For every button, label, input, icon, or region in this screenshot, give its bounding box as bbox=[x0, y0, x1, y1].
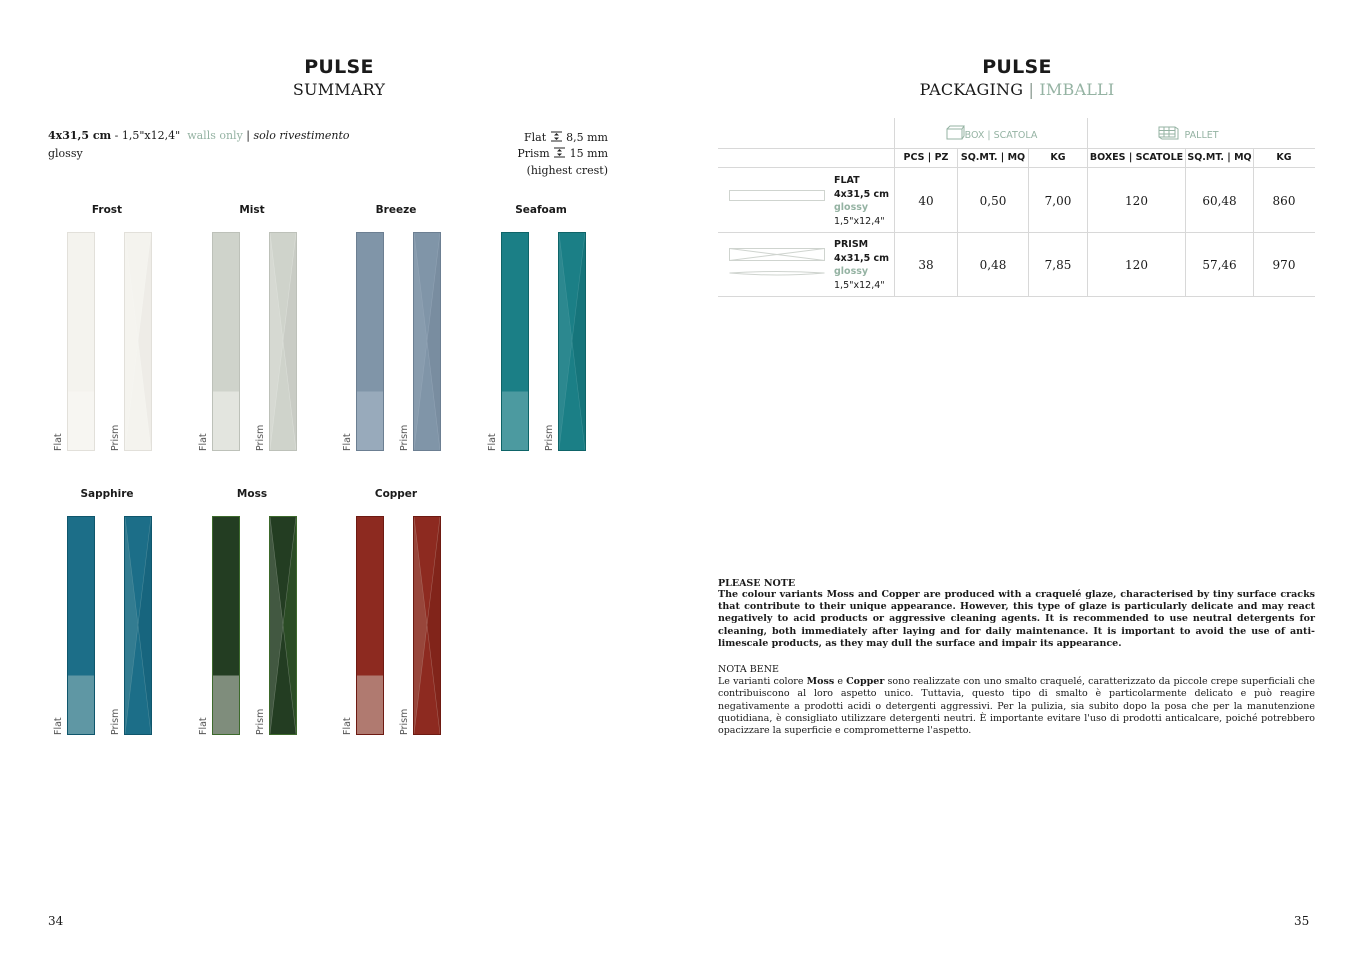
row-prism-desc bbox=[834, 238, 889, 292]
prism-tile-swatch bbox=[269, 516, 297, 735]
thickness-flat-value: 8,5 mm bbox=[566, 131, 608, 144]
subtitle-sep: | bbox=[1023, 80, 1040, 99]
table-cell: 860 bbox=[1272, 194, 1296, 208]
right-subtitle bbox=[867, 80, 1167, 99]
thickness-note: (highest crest) bbox=[526, 164, 608, 177]
prism-label: Prism bbox=[255, 708, 266, 735]
flat-tile-swatch bbox=[356, 516, 384, 735]
left-page-number: 34 bbox=[48, 914, 64, 928]
row-size: 4x31,5 cm bbox=[834, 188, 890, 200]
col-header: KG bbox=[1050, 152, 1066, 163]
flat-label: Flat bbox=[198, 433, 209, 451]
thickness-flat bbox=[480, 131, 608, 144]
table-cell: 0,50 bbox=[979, 194, 1007, 208]
color-name: Sapphire bbox=[80, 488, 134, 500]
spec-line bbox=[48, 129, 378, 142]
spec-sep: | bbox=[242, 129, 254, 142]
prism-tile-swatch bbox=[124, 232, 152, 451]
prism-label: Prism bbox=[544, 424, 555, 451]
col-header: PCS | PZ bbox=[903, 152, 949, 163]
note-moss: Moss bbox=[806, 676, 835, 688]
prism-label: Prism bbox=[399, 708, 410, 735]
spec-rivestimento: solo rivestimento bbox=[253, 129, 350, 142]
flat-label: Flat bbox=[198, 717, 209, 735]
prism-tile-swatch bbox=[413, 516, 441, 735]
col-header: SQ.MT. | MQ bbox=[960, 152, 1026, 163]
flat-tile-swatch bbox=[67, 516, 95, 735]
table-cell: 120 bbox=[1125, 258, 1148, 272]
table-cell: 7,85 bbox=[1044, 258, 1072, 272]
pallet-icon bbox=[1157, 126, 1179, 140]
table-rule bbox=[718, 296, 1315, 297]
flat-label: Flat bbox=[487, 433, 498, 451]
spec-size: 4x31,5 cm bbox=[48, 129, 112, 142]
box-icon bbox=[945, 125, 965, 140]
flat-label: Flat bbox=[53, 433, 64, 451]
color-name: Moss bbox=[236, 488, 268, 500]
table-divider bbox=[1253, 148, 1254, 296]
note-italian bbox=[718, 664, 1315, 737]
left-brand-title: PULSE bbox=[304, 56, 374, 78]
group-box-label: BOX | SCATOLA bbox=[964, 130, 1038, 141]
group-box bbox=[895, 123, 1087, 142]
table-cell: 970 bbox=[1272, 258, 1296, 272]
prism-label: Prism bbox=[110, 424, 121, 451]
note-text: sono realizzate con uno smalto craquelé, caratterizzato da piccole crepe superficiali che contribuiscono al loro aspetto unico. Tuttavia, questo tipo di smalto è particolarmente delicato e può reagire negativamente a prodotti acidi o detergenti aggressivi. Per la pulizia, sia subito dopo la posa che per la manutenzione quotidiana, è consigliato utilizzare detergenti neutri. È importante evitare l'uso di prodotti anticalcare, poiché potrebbero opacizzare la superficie e comprometterne l'aspetto. bbox=[718, 676, 1316, 737]
prism-label: Prism bbox=[399, 424, 410, 451]
right-page-number: 35 bbox=[1294, 914, 1310, 928]
row-size: 4x31,5 cm bbox=[834, 252, 890, 264]
note-moss: Moss bbox=[826, 589, 855, 600]
prism-tile-swatch bbox=[413, 232, 441, 451]
note-en-title: PLEASE NOTE bbox=[718, 578, 796, 589]
note-en-body bbox=[718, 589, 1315, 650]
thickness-flat-label: Flat bbox=[524, 131, 547, 144]
note-text: The colour variants bbox=[718, 589, 827, 600]
color-name: Seafoam bbox=[515, 204, 567, 216]
left-subtitle: SUMMARY bbox=[292, 80, 386, 99]
prism-tile-swatch bbox=[124, 516, 152, 735]
row-name: PRISM bbox=[834, 239, 869, 250]
col-header: BOXES | SCATOLE bbox=[1089, 152, 1184, 163]
table-cell: 57,46 bbox=[1202, 258, 1237, 272]
table-cell: 7,00 bbox=[1044, 194, 1072, 208]
flat-label: Flat bbox=[342, 717, 353, 735]
table-rule bbox=[718, 232, 1315, 233]
note-it-body bbox=[718, 676, 1315, 737]
table-cell: 38 bbox=[918, 258, 934, 272]
flat-label: Flat bbox=[53, 717, 64, 735]
row-finish: glossy bbox=[834, 266, 869, 277]
note-text: and bbox=[854, 589, 882, 600]
color-name: Frost bbox=[91, 204, 123, 216]
color-name: Breeze bbox=[375, 204, 417, 216]
right-brand-title: PULSE bbox=[982, 56, 1052, 78]
thickness-prism bbox=[480, 147, 608, 160]
table-rule bbox=[718, 148, 1315, 149]
flat-tile-swatch bbox=[212, 516, 240, 735]
row-flat-desc bbox=[834, 174, 889, 228]
prism-tile-swatch bbox=[269, 232, 297, 451]
prism-tile-icon bbox=[729, 248, 826, 280]
prism-label: Prism bbox=[110, 708, 121, 735]
subtitle-imballi: IMBALLI bbox=[1039, 80, 1115, 99]
note-text: e bbox=[834, 676, 847, 688]
group-pallet-label: PALLET bbox=[1184, 130, 1219, 141]
row-inch: 1,5"x12,4" bbox=[834, 215, 885, 227]
note-english bbox=[718, 578, 1315, 650]
table-divider bbox=[957, 148, 958, 296]
col-header: KG bbox=[1276, 152, 1292, 163]
row-inch: 1,5"x12,4" bbox=[834, 279, 885, 291]
table-rule bbox=[718, 167, 1315, 168]
flat-tile-icon bbox=[729, 190, 825, 201]
note-it-title: NOTA BENE bbox=[718, 664, 779, 675]
flat-tile-swatch bbox=[356, 232, 384, 451]
note-copper: Copper bbox=[881, 589, 920, 600]
note-text: Le varianti colore bbox=[718, 676, 807, 688]
prism-label: Prism bbox=[255, 424, 266, 451]
thickness-prism-value: 15 mm bbox=[569, 147, 608, 160]
table-cell: 0,48 bbox=[979, 258, 1007, 272]
table-cell: 40 bbox=[918, 194, 934, 208]
spec-inch: - 1,5"x12,4" bbox=[111, 129, 181, 142]
row-name: FLAT bbox=[834, 175, 860, 186]
flat-tile-swatch bbox=[501, 232, 529, 451]
subtitle-packaging: PACKAGING bbox=[919, 80, 1024, 99]
spec-finish: glossy bbox=[48, 147, 83, 160]
flat-tile-swatch bbox=[212, 232, 240, 451]
flat-tile-swatch bbox=[67, 232, 95, 451]
note-text: are produced with a craquelé glaze, characterised by tiny surface cracks that contribute to their unique appearance. However, this type of glaze is particularly delicate and may react negatively to acid products or aggressive cleaning agents. It is recommended to use neutral detergents for cleaning, both immediately after laying and for daily maintenance. It is important to avoid the use of anti-limescale products, as they may dull the surface and impair its appearance. bbox=[718, 589, 1315, 649]
row-finish: glossy bbox=[834, 202, 869, 213]
prism-tile-swatch bbox=[558, 232, 586, 451]
thickness-icon bbox=[553, 147, 566, 158]
thickness-prism-label: Prism bbox=[517, 147, 550, 160]
table-cell: 60,48 bbox=[1202, 194, 1237, 208]
spec-walls: walls only bbox=[187, 129, 243, 142]
note-copper: Copper bbox=[846, 676, 885, 688]
color-name: Mist bbox=[239, 204, 265, 216]
thickness-icon bbox=[550, 131, 563, 142]
color-name: Copper bbox=[374, 488, 418, 500]
table-divider bbox=[1185, 148, 1186, 296]
flat-label: Flat bbox=[342, 433, 353, 451]
col-header: SQ.MT. | MQ bbox=[1187, 152, 1252, 163]
group-pallet bbox=[1088, 123, 1288, 142]
table-cell: 120 bbox=[1125, 194, 1148, 208]
table-divider bbox=[1028, 148, 1029, 296]
